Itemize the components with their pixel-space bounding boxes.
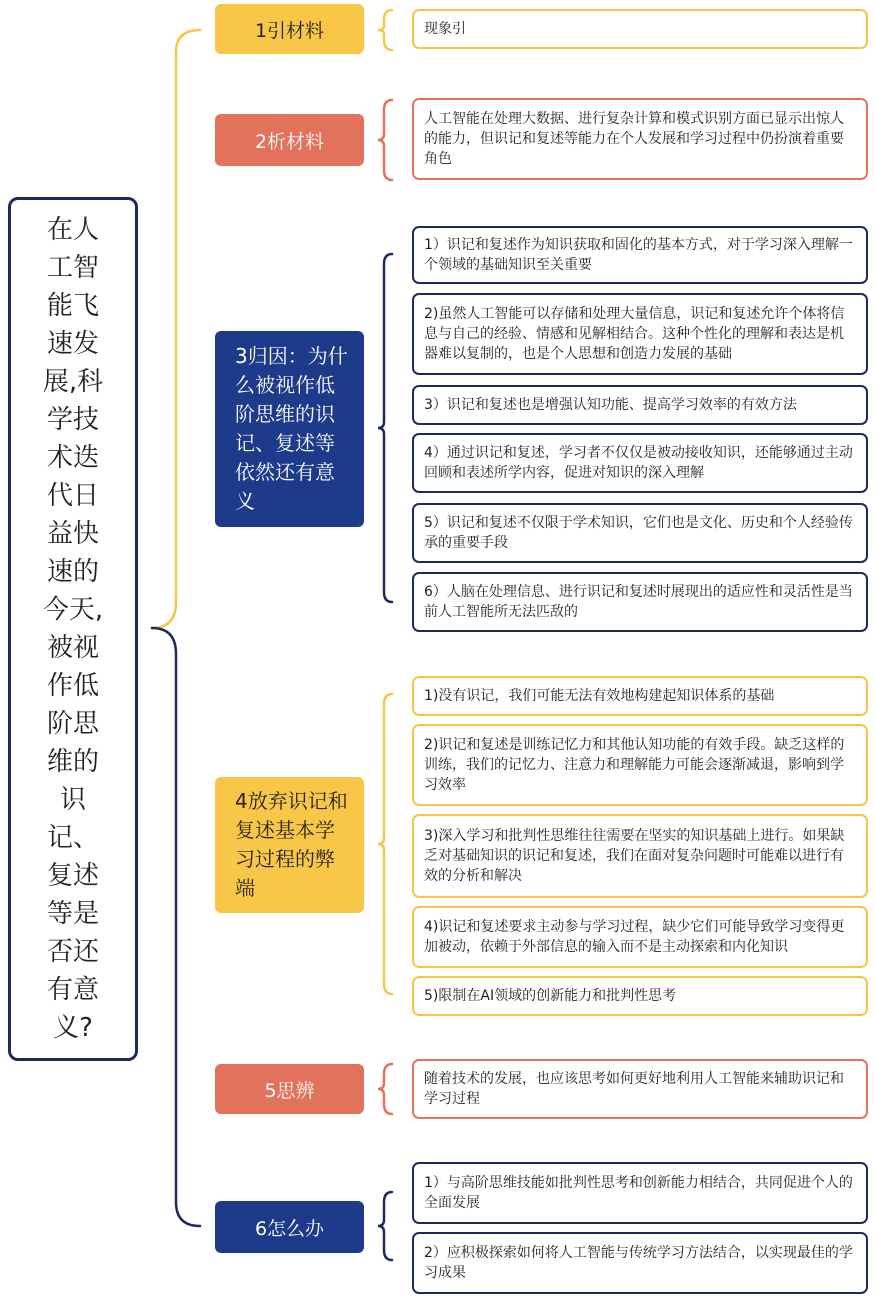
central-topic-text: 在人工智能飞速发展,科学技术迭代日益快速的今天,被视作低阶思维的识记、复述等是否还有意义? [42, 215, 104, 1043]
branch-5-item-1 [412, 1059, 868, 1119]
leaf-text: 3)深入学习和批判性思维往往需要在坚实的知识基础上进行。如果缺乏对基础知识的识记和复述，我们在面对复杂问题时可能难以进行有效的分析和解决 [424, 828, 845, 884]
branch-2-analyze-material [215, 114, 364, 166]
branch-3-item-1 [412, 226, 868, 284]
branch-3-item-3 [412, 385, 868, 425]
branch-6-item-1 [412, 1162, 868, 1224]
branch-4-item-3 [412, 814, 868, 898]
branch-3-item-5 [412, 503, 868, 563]
leaf-text: 1）与高阶思维技能如批判性思考和创新能力相结合，共同促进个人的全面发展 [424, 1175, 853, 1211]
central-topic [8, 197, 138, 1061]
branch-4-label: 4放弃识记和复述基本学习过程的弊端 [235, 789, 348, 900]
leaf-text: 人工智能在处理大数据、进行复杂计算和模式识别方面已显示出惊人的能力，但识记和复述等能力在个人发展和学习过程中仍扮演着重要角色 [424, 111, 844, 167]
root-brace-upper [152, 30, 200, 628]
leaf-text: 1）识记和复述作为知识获取和固化的基本方式，对于学习深入理解一个领域的基础知识至关重要 [424, 237, 853, 273]
brace-6 [378, 1192, 392, 1260]
branch-3-item-4 [412, 433, 868, 493]
leaf-text: 5）识记和复述不仅限于学术知识，它们也是文化、历史和个人经验传承的重要手段 [424, 515, 853, 551]
leaf-text: 随着技术的发展，也应该思考如何更好地利用人工智能来辅助识记和学习过程 [424, 1071, 844, 1107]
brace-5 [378, 1064, 392, 1114]
leaf-text: 6）人脑在处理信息、进行识记和复述时展现出的适应性和灵活性是当前人工智能所无法匹敌的 [424, 584, 853, 620]
branch-3-item-6 [412, 572, 868, 632]
branch-5-label: 5思辨 [264, 1079, 315, 1102]
leaf-text: 4)识记和复述要求主动参与学习过程，缺少它们可能导致学习变得更加被动，依赖于外部信息的输入而不是主动探索和内化知识 [424, 919, 845, 955]
branch-4-drawbacks [215, 777, 364, 913]
branch-2-label: 2析材料 [254, 130, 325, 153]
brace-4 [378, 694, 392, 994]
branch-4-item-1 [412, 676, 868, 716]
branch-1-item-1 [412, 9, 868, 49]
branch-6-item-2 [412, 1232, 868, 1294]
brace-3 [378, 254, 392, 602]
branch-5-reflection [215, 1064, 364, 1114]
root-brace-lower [152, 628, 200, 1226]
leaf-text: 现象引 [424, 21, 466, 37]
leaf-text: 2)虽然人工智能可以存储和处理大量信息，识记和复述允许个体将信息与自己的经验、情感和见解相结合。这种个性化的理解和表达是机器难以复制的，也是个人思想和创造力发展的基础 [424, 306, 845, 362]
branch-1-label: 1引材料 [254, 19, 325, 42]
leaf-text: 1)没有识记，我们可能无法有效地构建起知识体系的基础 [424, 688, 775, 704]
branch-4-item-4 [412, 906, 868, 968]
branch-3-item-2 [412, 293, 868, 375]
branch-6-label: 6怎么办 [254, 1217, 325, 1240]
branch-1-cite-material [215, 4, 364, 54]
brace-2 [378, 100, 392, 180]
branch-3-label: 3归因：为什么被视作低阶思维的识记、复述等依然还有意义 [235, 344, 348, 513]
branch-3-attribution [215, 331, 364, 527]
leaf-text: 5)限制在AI领域的创新能力和批判性思考 [424, 988, 677, 1004]
branch-4-item-2 [412, 724, 868, 806]
branch-2-item-1 [412, 98, 868, 180]
branch-6-what-to-do [215, 1201, 364, 1253]
branch-4-item-5 [412, 976, 868, 1016]
brace-1 [378, 10, 392, 50]
leaf-text: 2）应积极探索如何将人工智能与传统学习方法结合，以实现最佳的学习成果 [424, 1245, 853, 1281]
leaf-text: 2)识记和复述是训练记忆力和其他认知功能的有效手段。缺乏这样的训练，我们的记忆力、注意力和理解能力可能会逐渐减退，影响到学习效率 [424, 737, 845, 793]
leaf-text: 3）识记和复述也是增强认知功能、提高学习效率的有效方法 [424, 397, 797, 413]
leaf-text: 4）通过识记和复述，学习者不仅仅是被动接收知识，还能够通过主动回顾和表述所学内容，促进对知识的深入理解 [424, 445, 853, 481]
